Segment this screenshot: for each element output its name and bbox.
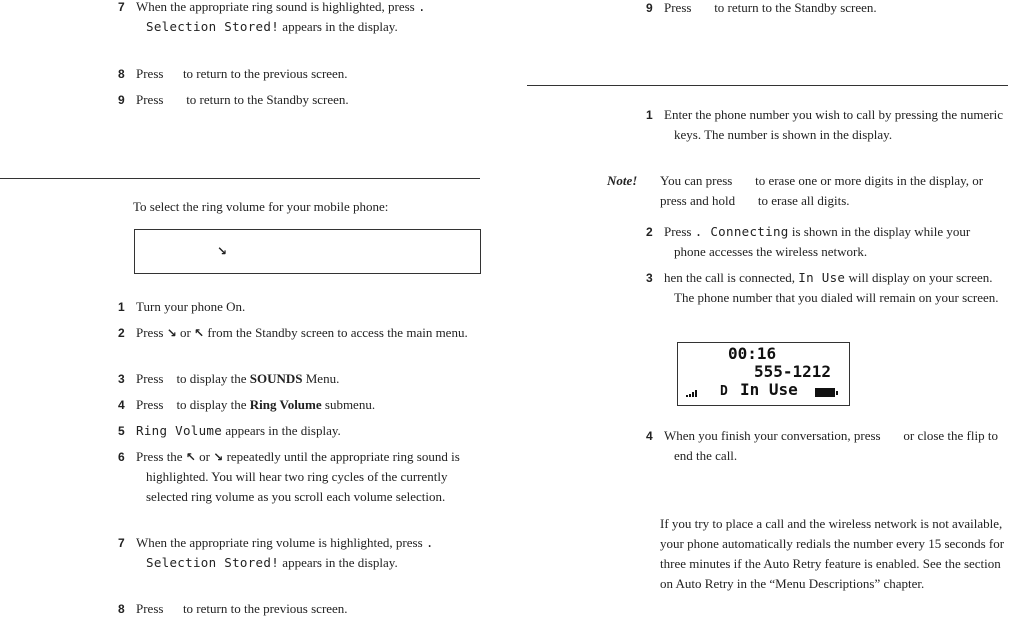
step-7-ring-sound: 7 When the appropriate ring sound is highlighted, press . Selection Stored! appears in the display.: [118, 0, 426, 34]
step-text: When you finish your conversation, press or close the flip to end the call.: [664, 428, 1002, 463]
step-text: Press to return to the Standby screen.: [136, 92, 349, 107]
section-divider: [527, 85, 1008, 86]
up-left-arrow-icon: ↖: [185, 450, 196, 464]
call-status: In Use: [740, 380, 798, 399]
note-label: Note!: [607, 173, 638, 188]
step-text: submenu.: [324, 397, 376, 412]
step-text: Press the: [136, 449, 183, 464]
step-text: is shown in the display while your phone accesses the wireless network.: [674, 224, 971, 259]
step-text: Menu.: [305, 371, 340, 386]
step-text: When the appropriate ring sound is highlighted, press: [136, 0, 415, 14]
step-text: Press to return to the previous screen.: [136, 66, 348, 81]
step-text: When the appropriate ring volume is highlighted, press: [136, 535, 423, 550]
step-6-scroll: 6 Press the ↖ or ↘ repeatedly until the appropriate ring sound is highlighted. You will hear two ring cycles of the currently selected ring volume as you scroll each volume selection.: [118, 449, 460, 504]
lcd-text: . Selection Stored!: [146, 535, 434, 570]
step-text: will display on your screen. The phone number that you dialed will remain on your screen.: [674, 270, 999, 305]
digital-mode-indicator: D: [720, 384, 728, 399]
step-text: repeatedly until the appropriate ring sound is highlighted. You will hear two ring cycles of the currently selected ring volume as you scroll each volume selection.: [146, 449, 460, 504]
step-4-end-call: 4 When you finish your conversation, press or close the flip to end the call.: [646, 428, 1002, 463]
submenu-name: Ring Volume: [249, 397, 322, 412]
ring-volume-intro: To select the ring volume for your mobile phone:: [133, 199, 389, 214]
step-2-main-menu: 2 Press ↘ or ↖ from the Standby screen to access the main menu.: [118, 325, 468, 340]
step-text: Press to display the: [136, 397, 247, 412]
step-3-sounds: 3 Press to display the SOUNDS Menu.: [118, 371, 340, 386]
down-right-arrow-icon: ↘: [217, 244, 228, 258]
step-text: appears in the display.: [282, 19, 398, 34]
step-text: Press: [664, 224, 692, 239]
dialed-number: 555-1212: [754, 362, 832, 381]
step-text: appears in the display.: [225, 423, 341, 438]
lcd-text: . Selection Stored!: [146, 0, 426, 34]
step-2-connecting: 2 Press . Connecting is shown in the display while your phone accesses the wireless network.: [646, 224, 971, 259]
step-text: Press: [136, 325, 164, 340]
step-text: Press to display the: [136, 371, 247, 386]
step-1-turn-on: 1 Turn your phone On.: [118, 299, 246, 314]
down-right-arrow-icon: ↘: [166, 326, 177, 340]
down-right-arrow-icon: ↘: [213, 450, 224, 464]
step-text: from the Standby screen to access the main menu.: [207, 325, 468, 340]
step-text: Enter the phone number you wish to call by pressing the numeric keys. The number is shown in the display.: [664, 107, 1004, 142]
note-text: You can press to erase one or more digits in the display, or press and hold to erase all digits.: [660, 173, 987, 208]
step-4-ring-volume: 4 Press to display the Ring Volume submenu.: [118, 397, 376, 412]
step-8-previous-bottom: 8 Press to return to the previous screen.: [118, 601, 348, 616]
step-text: Press to return to the Standby screen.: [664, 0, 877, 15]
step-text: hen the call is connected,: [664, 270, 796, 285]
step-7-ring-volume: 7 When the appropriate ring volume is highlighted, press . Selection Stored! appears in the display.: [118, 535, 434, 570]
step-1-enter-number: 1 Enter the phone number you wish to call by pressing the numeric keys. The number is shown in the display.: [646, 107, 1004, 142]
menu-name: SOUNDS: [249, 371, 303, 386]
step-text: Press to return to the previous screen.: [136, 601, 348, 616]
lcd-text: In Use: [798, 270, 846, 285]
call-timer: 00:16: [728, 344, 777, 363]
menu-path-box: [134, 229, 481, 274]
phone-display: [677, 342, 850, 406]
section-divider: [0, 178, 480, 179]
step-8-previous: 8 Press to return to the previous screen.: [118, 66, 348, 81]
up-left-arrow-icon: ↖: [194, 326, 205, 340]
lcd-text: Ring Volume: [136, 423, 223, 438]
step-text: or: [199, 449, 210, 464]
step-9-standby-right: 9 Press to return to the Standby screen.: [646, 0, 877, 15]
step-9-standby: 9 Press to return to the Standby screen.: [118, 92, 349, 107]
auto-retry-paragraph: If you try to place a call and the wireless network is not available, your phone automatically redials the number every 15 seconds for three minutes if the Auto Retry feature is enabled. See the section on Auto Retry in the “Menu Descriptions” chapter.: [660, 516, 1005, 591]
step-text: or: [180, 325, 191, 340]
battery-icon: [815, 388, 835, 397]
step-3-in-use: 3 hen the call is connected, In Use will display on your screen. The phone number that you dialed will remain on your screen.: [646, 270, 999, 305]
step-text: appears in the display.: [282, 555, 398, 570]
lcd-text: . Connecting: [694, 224, 789, 239]
step-5-display: 5 Ring Volume appears in the display.: [118, 423, 341, 438]
step-text: Turn your phone On.: [136, 299, 246, 314]
signal-strength-icon: [686, 389, 700, 397]
